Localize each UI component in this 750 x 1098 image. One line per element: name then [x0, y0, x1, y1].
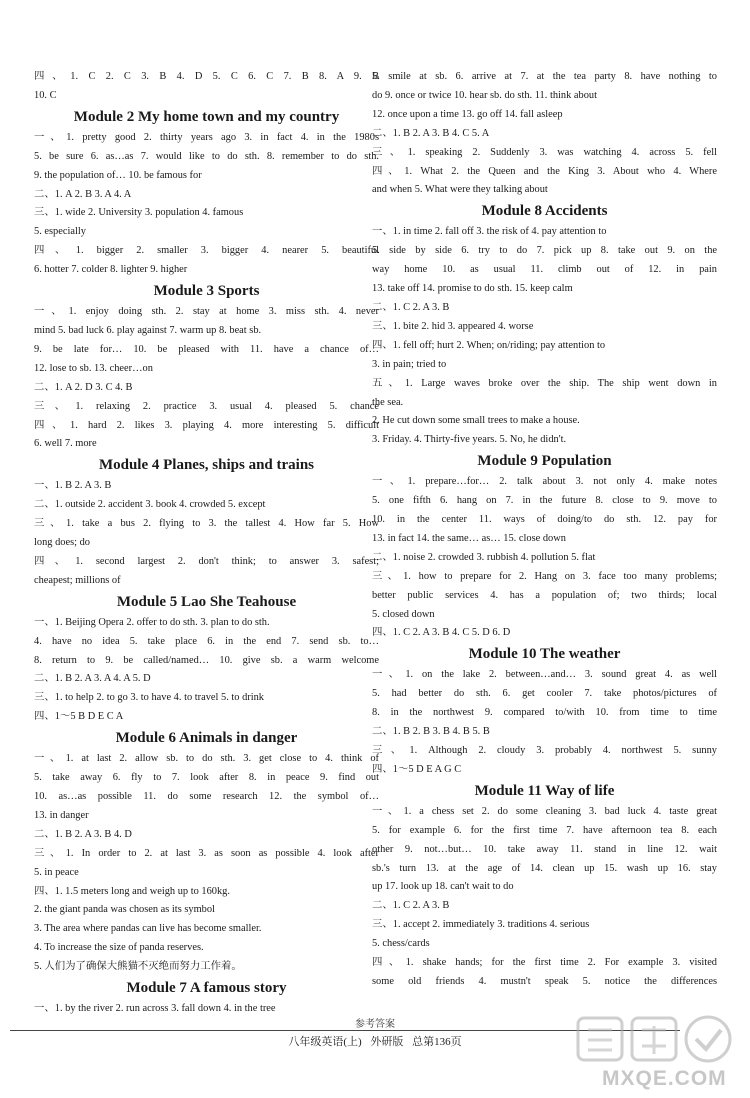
- answer-line: way home 10. as usual 11. climb out of 12. in pain: [372, 264, 717, 276]
- module-heading: Module 10 The weather: [468, 646, 621, 663]
- answer-line: 四、1. C 2. C 3. B 4. D 5. C 6. C 7. B 8. A 9. B: [34, 71, 379, 82]
- answer-line: 四、1. 1.5 meters long and weigh up to 160kg.: [34, 885, 230, 897]
- answer-line: 三、1. how to prepare for 2. Hang on 3. face too many problems;: [372, 570, 717, 582]
- footer-page-info: 八年级英语(上) 外研版 总第136页: [288, 1036, 462, 1048]
- answer-line: 5. side by side 6. try to do 7. pick up 8. take out 9. on the: [372, 245, 717, 257]
- answer-line: 二、1. C 2. A 3. B: [372, 301, 450, 313]
- answer-line: sb.'s turn 13. at the age of 14. clean up 15. wash up 16. stay: [372, 862, 717, 874]
- module-heading: Module 11 Way of life: [474, 782, 615, 799]
- answer-line: 四、1～5 D E A G C: [372, 763, 462, 775]
- left-column: [34, 68, 379, 1019]
- answer-line: 5. one fifth 6. hang on 7. in the future 8. close to 9. move to: [372, 495, 717, 507]
- answer-line: 三、1. wide 2. University 3. population 4. famous: [34, 207, 244, 219]
- module-heading: Module 3 Sports: [153, 283, 260, 300]
- answer-line: 四、1. fell off; hurt 2. When; on/riding; pay attention to: [372, 339, 606, 351]
- answer-line: 四、1. C 2. A 3. B 4. C 5. D 6. D: [372, 627, 511, 639]
- answer-line: 一、1. at last 2. allow sb. to do sth. 3. get close to 4. think of: [34, 753, 379, 765]
- answer-line: 四、1. hard 2. likes 3. playing 4. more interesting 5. difficult: [34, 419, 379, 431]
- answer-line: 一、1. Beijing Opera 2. offer to do sth. 3. plan to do sth.: [34, 616, 270, 628]
- answer-line: 二、1. C 2. A 3. B: [372, 900, 450, 912]
- answer-line: 6. hotter 7. colder 8. lighter 9. higher: [34, 264, 188, 276]
- answer-line: 5. be sure 6. as…as 7. would like to do sth. 8. remember to do sth.: [34, 150, 379, 162]
- answer-line: 二、1. B 2. A 3. A 4. A 5. D: [34, 673, 151, 685]
- module-heading: Module 5 Lao She Teahouse: [116, 593, 297, 610]
- answer-line: 三、1. relaxing 2. practice 3. usual 4. pleased 5. chance: [34, 400, 379, 412]
- answer-line: cheapest; millions of: [34, 574, 121, 586]
- answer-line: 二、1. B 2. A 3. B 4. C 5. A: [372, 127, 490, 139]
- answer-line: 四、1～5 B D E C A: [34, 711, 124, 723]
- answer-line: long does; do: [34, 537, 90, 549]
- answer-line: 9. the population of… 10. be famous for: [34, 169, 202, 181]
- answer-line: 12. once upon a time 13. go off 14. fall asleep: [372, 108, 563, 120]
- answer-line: 二、1. B 2. A 3. B 4. D: [34, 828, 132, 840]
- answer-line: 四、1. second largest 2. don't think; to answer 3. safest;: [34, 555, 379, 567]
- answer-line: 四、1. What 2. the Queen and the King 3. About who 4. Where: [372, 165, 717, 177]
- answer-line: 13. take off 14. promise to do sth. 15. keep calm: [372, 283, 573, 295]
- answer-line: 12. lose to sb. 13. cheer…on: [34, 362, 153, 374]
- answer-line: 一、1. by the river 2. run across 3. fall down 4. in the tree: [34, 1003, 276, 1015]
- answer-line: 2. the giant panda was chosen as its symbol: [34, 904, 215, 916]
- answer-line: 10. as…as possible 11. do some research 12. the symbol of…: [34, 791, 379, 802]
- answer-line: 四、1. bigger 2. smaller 3. bigger 4. nearer 5. beautiful: [34, 245, 379, 257]
- module-heading: Module 7 A famous story: [126, 980, 287, 997]
- answer-line: 5. closed down: [372, 608, 435, 620]
- answer-line: 二、1. noise 2. crowded 3. rubbish 4. pollution 5. flat: [372, 551, 596, 563]
- watermark-url: MXQE.COM: [602, 1067, 727, 1090]
- answer-line: 5. take away 6. fly to 7. look after 8. in peace 9. find out: [34, 772, 379, 784]
- answer-line: better public services 4. has a population of; two thirds; local: [372, 589, 717, 601]
- answer-line: 10. in the center 11. ways of doing/to do sth. 12. pay for: [372, 514, 717, 526]
- answer-line: and when 5. What were they talking about: [372, 184, 548, 196]
- answer-line: 二、1. A 2. D 3. C 4. B: [34, 381, 133, 393]
- answer-line: 8. in the northwest 9. compared to/with 10. from time to time: [372, 707, 717, 719]
- answer-line: 3. Friday. 4. Thirty-five years. 5. No, he didn't.: [372, 434, 567, 446]
- answer-line: 二、1. B 2. B 3. B 4. B 5. B: [372, 726, 490, 738]
- answer-line: 13. in danger: [34, 809, 89, 821]
- answer-line: 6. well 7. more: [34, 438, 97, 450]
- answer-line: 三、1. take a bus 2. flying to 3. the tallest 4. How far 5. How: [34, 518, 379, 530]
- answer-line: the sea.: [372, 396, 404, 408]
- answer-line: 5. in peace: [34, 866, 79, 878]
- module-heading: Module 6 Animals in danger: [115, 730, 298, 747]
- answer-line: 5. had better do sth. 6. get cooler 7. take photos/pictures of: [372, 688, 717, 700]
- answer-line: 4. To increase the size of panda reserves.: [34, 942, 204, 954]
- answer-line: 5. 人们为了确保大熊猫不灭绝而努力工作着。: [34, 961, 242, 973]
- right-column: [372, 68, 717, 992]
- answer-line: mind 5. bad luck 6. play against 7. warm up 8. beat sb.: [34, 324, 262, 336]
- answer-line: 三、1. Although 2. cloudy 3. probably 4. northwest 5. sunny: [372, 745, 717, 756]
- answer-line: 9. be late for… 10. be pleased with 11. have a chance of…: [34, 343, 379, 355]
- answer-line: 一、1. B 2. A 3. B: [34, 480, 112, 492]
- module-heading: Module 8 Accidents: [481, 203, 608, 220]
- answer-line: 一、1. in time 2. fall off 3. the risk of 4. pay attention to: [372, 226, 607, 238]
- answer-site-logo-icon: [572, 1010, 742, 1068]
- answer-line: 5. for example 6. for the first time 7. have afternoon tea 8. each: [372, 824, 717, 836]
- answer-line: 13. in fact 14. the same… as… 15. close down: [372, 532, 566, 544]
- module-heading: Module 9 Population: [477, 453, 612, 470]
- answer-line: 3. The area where pandas can live has become smaller.: [34, 923, 262, 935]
- answer-line: up 17. look up 18. can't wait to do: [372, 881, 514, 893]
- answer-line: 5. smile at sb. 6. arrive at 7. at the tea party 8. have nothing to: [372, 71, 717, 82]
- answer-line: do 9. once or twice 10. hear sb. do sth. 11. think about: [372, 89, 597, 101]
- answer-line: 10. C: [34, 89, 57, 101]
- answer-line: 一、1. pretty good 2. thirty years ago 3. in fact 4. in the 1980s: [34, 131, 379, 143]
- answer-line: 一、1. prepare…for… 2. talk about 3. not only 4. make notes: [372, 476, 717, 488]
- answer-line: 五、1. Large waves broke over the ship. The ship went down in: [372, 377, 717, 389]
- answer-line: 2. He cut down some small trees to make a house.: [372, 415, 580, 427]
- watermark: [572, 1010, 742, 1094]
- answer-line: 一、1. enjoy doing sth. 2. stay at home 3. miss sth. 4. never: [34, 306, 379, 318]
- answer-line: 三、1. to help 2. to go 3. to have 4. to travel 5. to drink: [34, 692, 265, 704]
- module-heading: Module 4 Planes, ships and trains: [98, 457, 315, 474]
- answer-line: 4. have no idea 5. take place 6. in the end 7. send sb. to…: [34, 635, 379, 647]
- answer-line: 四、1. shake hands; for the first time 2. For example 3. visited: [372, 957, 717, 969]
- answer-line: 三、1. accept 2. immediately 3. traditions 4. serious: [372, 919, 590, 931]
- answer-line: 一、1. a chess set 2. do some cleaning 3. bad luck 4. taste great: [372, 805, 717, 817]
- answer-line: 3. in pain; tried to: [372, 358, 447, 370]
- answer-line: 二、1. A 2. B 3. A 4. A: [34, 188, 132, 200]
- answer-line: 三、1. In order to 2. at last 3. as soon as possible 4. look after: [34, 847, 379, 859]
- answer-line: 一、1. on the lake 2. between…and… 3. sound great 4. as well: [372, 669, 717, 681]
- answer-line: 三、1. bite 2. hid 3. appeared 4. worse: [372, 320, 534, 332]
- module-heading: Module 2 My home town and my country: [73, 108, 340, 125]
- answer-line: 三、1. speaking 2. Suddenly 3. was watching 4. across 5. fell: [372, 146, 717, 158]
- answer-line: some old friends 4. mustn't speak 5. notice the differences: [372, 975, 717, 987]
- answer-line: 5. especially: [34, 226, 86, 238]
- answer-line: 8. return to 9. be called/named… 10. give sb. a warm welcome: [34, 654, 379, 666]
- answer-line: 5. chess/cards: [372, 938, 430, 950]
- answer-line: other 9. not…but… 10. take away 11. stand in line 12. wait: [372, 843, 717, 855]
- answer-line: 二、1. outside 2. accident 3. book 4. crowded 5. except: [34, 499, 266, 511]
- footer-label: 参考答案: [355, 1019, 395, 1030]
